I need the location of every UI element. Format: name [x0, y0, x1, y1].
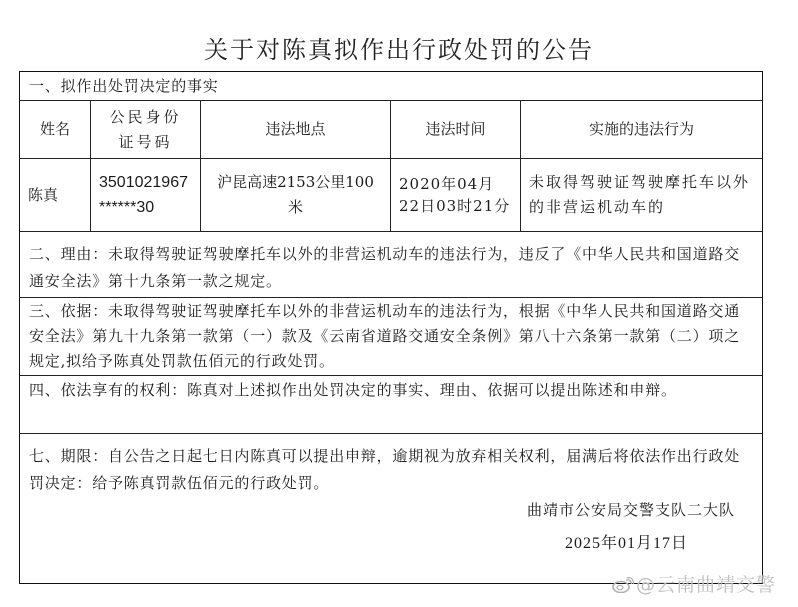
watermark-text: @云南曲靖交警 — [636, 574, 777, 596]
table-row — [20, 159, 762, 232]
page-title: 关于对陈真拟作出行政处罚的公告 — [204, 36, 594, 64]
cell-name: 陈真 — [20, 159, 91, 231]
issuer: 曲靖市公安局交警支队二大队 — [527, 501, 736, 519]
section-reason-text: 二、理由：未取得驾驶证驾驶摩托车以外的非营运机动车的违法行为，违反了《中华人民共和国道路交通安全法》第十九条第一款之规定。 — [29, 245, 741, 290]
section-rights-text: 四、依法享有的权利：陈真对上述拟作出处罚决定的事实、理由、依据可以提出陈述和申辩。 — [29, 381, 677, 399]
header-name: 姓名 — [20, 101, 91, 158]
cell-violation: 未取得驾驶证驾驶摩托车以外的非营运机动车的 — [529, 173, 751, 216]
header-location: 违法地点 — [201, 101, 391, 158]
section-reason — [20, 232, 762, 298]
cell-id-number: 3501021967******30 — [91, 159, 201, 231]
watermark — [612, 570, 776, 597]
section-rights — [20, 376, 762, 434]
section-deadline-text: 七、期限：自公告之日起七日内陈真可以提出申辩，逾期视为放弃相关权利，届满后将依法作出行政处罚决定：给予陈真罚款伍佰元的行政处罚。 — [29, 447, 741, 492]
header-time: 违法时间 — [391, 101, 521, 158]
cell-location: 沪昆高速2153公里100米 — [201, 159, 391, 231]
facts-table-header — [20, 101, 762, 159]
cell-time: 2020年04月22日03时21分 — [391, 159, 521, 231]
weibo-icon — [612, 576, 634, 592]
issue-date: 2025年01月17日 — [565, 535, 689, 552]
section-facts-heading-text: 一、拟作出处罚决定的事实 — [29, 77, 219, 95]
section-facts-heading — [20, 72, 762, 101]
header-violation: 实施的违法行为 — [588, 120, 694, 138]
header-id-number: 公民身份证号码 — [91, 101, 201, 158]
notice-table — [19, 71, 763, 584]
section-basis — [20, 298, 762, 376]
section-basis-text: 三、依据：未取得驾驶证驾驶摩托车以外的非营运机动车的违法行为，根据《中华人民共和国道路交通安全法》第九十九条第一款第（一）款及《云南省道路交通安全条例》第八十六条第一款第（二）项之规定,拟给予陈真处罚款伍佰元的行政处罚。 — [29, 302, 741, 370]
